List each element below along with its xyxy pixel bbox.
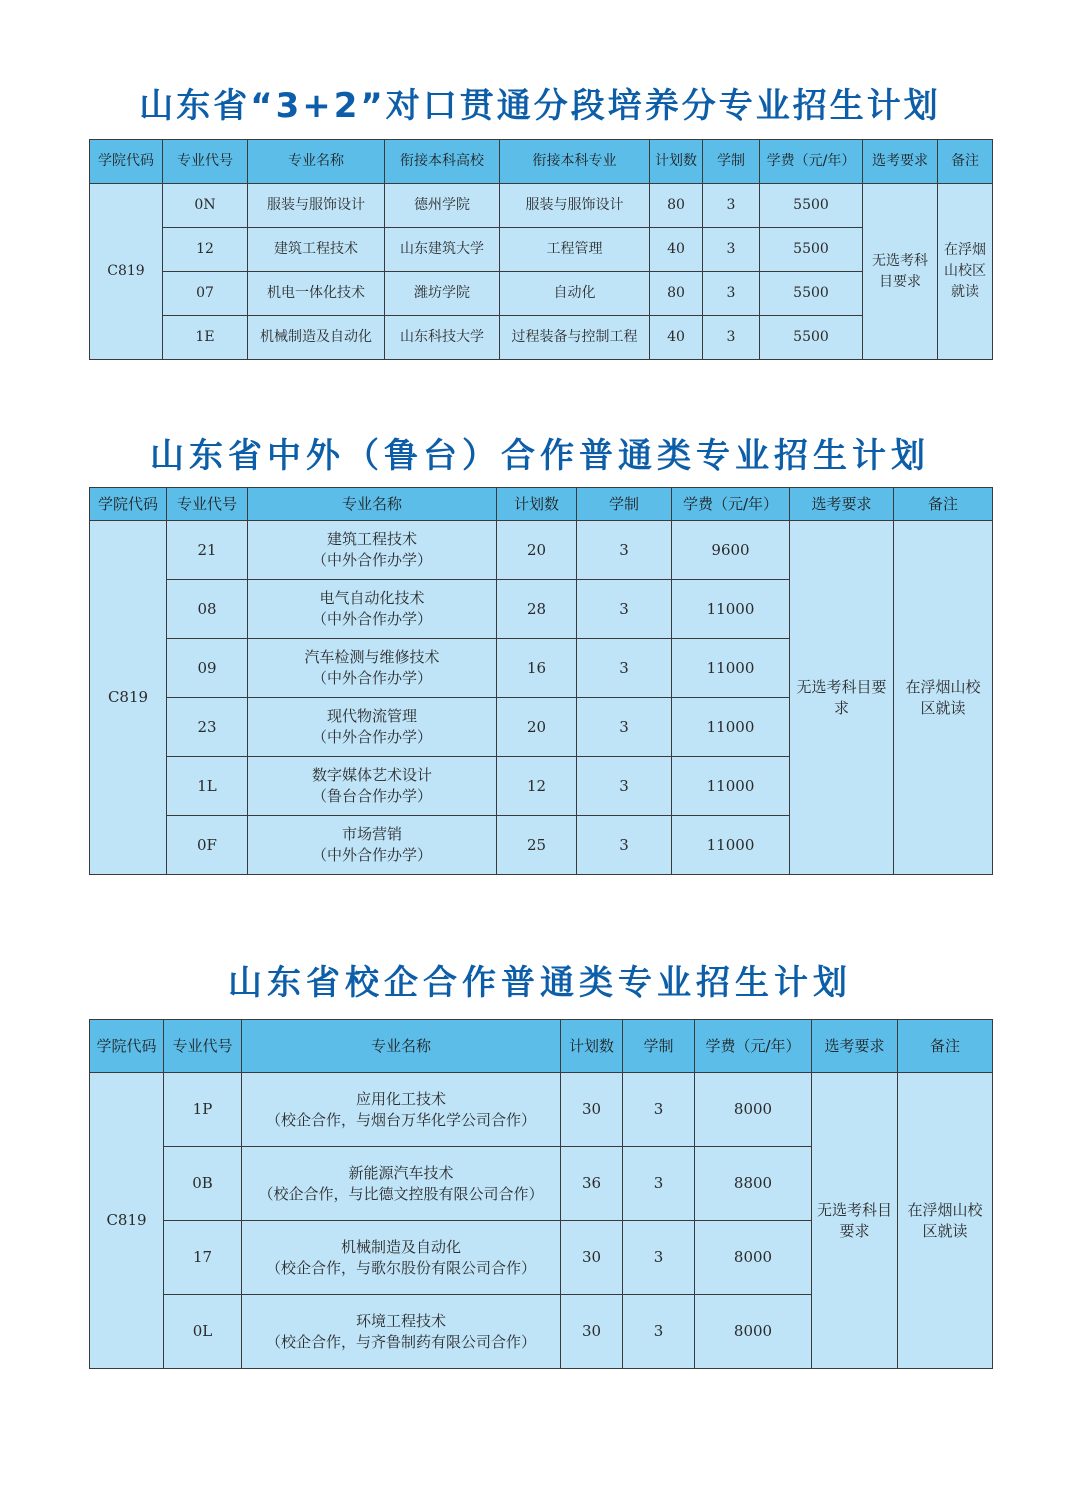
fee-cell: 11000 (672, 816, 790, 875)
header-cell: 专业代号 (164, 1020, 242, 1073)
table-header-row (90, 1020, 993, 1073)
major-subtitle: （校企合作，与齐鲁制药有限公司合作） (265, 1332, 536, 1351)
fee-cell: 8800 (695, 1147, 812, 1221)
header-cell: 学费（元/年） (672, 488, 790, 521)
major-code-cell: 0L (164, 1295, 242, 1369)
university-cell: 潍坊学院 (385, 272, 500, 316)
years-cell: 3 (623, 1295, 695, 1369)
header-cell: 学院代码 (90, 1020, 164, 1073)
college-code-cell: C819 (90, 184, 163, 360)
major-code-cell: 0F (167, 816, 248, 875)
fee-cell: 5500 (760, 184, 863, 228)
major-name: 汽车检测与维修技术 (304, 648, 440, 666)
header-cell: 学费（元/年） (695, 1020, 812, 1073)
section2-title: 山东省中外（鲁台）合作普通类专业招生计划 (150, 436, 930, 476)
note-text: 在浮烟山校区就读 (907, 1200, 983, 1240)
years-cell: 3 (577, 698, 672, 757)
major-name: 新能源汽车技术 (348, 1163, 454, 1182)
header-cell: 学制 (577, 488, 672, 521)
plan-count-cell: 20 (497, 698, 577, 757)
major-code-cell: 21 (167, 521, 248, 580)
section3-title: 山东省校企合作普通类专业招生计划 (228, 963, 852, 1003)
header-cell: 学院代码 (90, 140, 163, 184)
table-header-row (90, 488, 993, 521)
header-cell: 备注 (898, 1020, 993, 1073)
requirement-cell (863, 184, 938, 360)
major-subtitle: （中外合作办学） (311, 551, 432, 569)
major-name-cell (248, 757, 497, 816)
table-row (90, 228, 993, 272)
requirement-cell (812, 1073, 898, 1369)
header-cell: 专业名称 (248, 140, 385, 184)
years-cell: 3 (577, 757, 672, 816)
plan-count-cell: 80 (650, 272, 703, 316)
header-cell: 选考要求 (790, 488, 894, 521)
major-name-cell (242, 1073, 561, 1147)
major-name-cell: 机械制造及自动化 (248, 316, 385, 360)
years-cell: 3 (577, 580, 672, 639)
major-code-cell: 23 (167, 698, 248, 757)
header-cell: 专业代号 (167, 488, 248, 521)
years-cell: 3 (623, 1073, 695, 1147)
major-code-cell: 0B (164, 1147, 242, 1221)
header-cell: 专业代号 (163, 140, 248, 184)
university-major-cell: 过程装备与控制工程 (500, 316, 650, 360)
plan-count-cell: 16 (497, 639, 577, 698)
years-cell: 3 (703, 272, 760, 316)
fee-cell: 5500 (760, 272, 863, 316)
major-subtitle: （校企合作，与比德文控股有限公司合作） (258, 1184, 544, 1203)
years-cell: 3 (703, 184, 760, 228)
plan-count-cell: 30 (561, 1221, 623, 1295)
major-name: 机械制造及自动化 (340, 1237, 461, 1256)
header-cell: 计划数 (650, 140, 703, 184)
major-name-cell (248, 698, 497, 757)
fee-cell: 11000 (672, 698, 790, 757)
requirement-text: 无选考科目要求 (872, 252, 928, 290)
requirement-text: 无选考科目要求 (816, 1200, 892, 1240)
header-cell: 备注 (938, 140, 993, 184)
major-name-cell (248, 580, 497, 639)
major-subtitle: （校企合作，与歌尔股份有限公司合作） (265, 1258, 536, 1277)
major-subtitle: （鲁台合作办学） (311, 787, 432, 805)
major-code-cell: 1E (163, 316, 248, 360)
plan-count-cell: 36 (561, 1147, 623, 1221)
header-cell: 计划数 (497, 488, 577, 521)
note-cell (894, 521, 993, 875)
header-cell: 专业名称 (242, 1020, 561, 1073)
header-cell: 选考要求 (863, 140, 938, 184)
major-subtitle: （中外合作办学） (311, 610, 432, 628)
plan-count-cell: 28 (497, 580, 577, 639)
major-code-cell: 0N (163, 184, 248, 228)
major-name: 环境工程技术 (355, 1311, 446, 1330)
years-cell: 3 (623, 1147, 695, 1221)
university-cell: 山东建筑大学 (385, 228, 500, 272)
college-code-cell: C819 (90, 1073, 164, 1369)
major-name-cell: 机电一体化技术 (248, 272, 385, 316)
years-cell: 3 (577, 639, 672, 698)
major-name: 建筑工程技术 (326, 530, 417, 548)
major-name-cell (248, 816, 497, 875)
major-name-cell (242, 1295, 561, 1369)
major-subtitle: （中外合作办学） (311, 669, 432, 687)
years-cell: 3 (703, 316, 760, 360)
major-name: 数字媒体艺术设计 (311, 766, 432, 784)
major-code-cell: 1P (164, 1073, 242, 1147)
fee-cell: 9600 (672, 521, 790, 580)
header-cell: 学费（元/年） (760, 140, 863, 184)
header-cell: 专业名称 (248, 488, 497, 521)
plan-count-cell: 30 (561, 1073, 623, 1147)
section1-table (89, 139, 993, 360)
major-code-cell: 12 (163, 228, 248, 272)
university-major-cell: 服装与服饰设计 (500, 184, 650, 228)
major-subtitle: （中外合作办学） (311, 846, 432, 864)
fee-cell: 5500 (760, 316, 863, 360)
table-row (90, 1073, 993, 1147)
table-row (90, 521, 993, 580)
header-cell: 学院代码 (90, 488, 167, 521)
section1-title: 山东省“3+2”对口贯通分段培养分专业招生计划 (139, 86, 941, 126)
header-cell: 选考要求 (812, 1020, 898, 1073)
plan-count-cell: 30 (561, 1295, 623, 1369)
major-code-cell: 1L (167, 757, 248, 816)
university-major-cell: 工程管理 (500, 228, 650, 272)
note-text: 在浮烟山校区就读 (944, 242, 986, 300)
university-major-cell: 自动化 (500, 272, 650, 316)
requirement-cell (790, 521, 894, 875)
university-cell: 山东科技大学 (385, 316, 500, 360)
note-text: 在浮烟山校区就读 (905, 677, 981, 717)
table-row (90, 184, 993, 228)
section3-table (89, 1019, 993, 1369)
college-code-cell: C819 (90, 521, 167, 875)
section2-table (89, 487, 993, 875)
fee-cell: 8000 (695, 1295, 812, 1369)
major-name-cell: 服装与服饰设计 (248, 184, 385, 228)
major-name-cell (248, 521, 497, 580)
fee-cell: 8000 (695, 1221, 812, 1295)
plan-count-cell: 40 (650, 316, 703, 360)
major-code-cell: 07 (163, 272, 248, 316)
years-cell: 3 (623, 1221, 695, 1295)
university-cell: 德州学院 (385, 184, 500, 228)
major-name-cell (242, 1221, 561, 1295)
fee-cell: 8000 (695, 1073, 812, 1147)
requirement-text: 无选考科目要求 (796, 677, 887, 717)
header-cell: 学制 (623, 1020, 695, 1073)
header-cell: 备注 (894, 488, 993, 521)
major-name: 市场营销 (341, 825, 402, 843)
fee-cell: 11000 (672, 639, 790, 698)
major-code-cell: 17 (164, 1221, 242, 1295)
major-subtitle: （校企合作，与烟台万华化学公司合作） (265, 1110, 536, 1129)
header-cell: 学制 (703, 140, 760, 184)
plan-count-cell: 40 (650, 228, 703, 272)
plan-count-cell: 80 (650, 184, 703, 228)
note-cell (938, 184, 993, 360)
major-code-cell: 08 (167, 580, 248, 639)
major-name: 电气自动化技术 (319, 589, 425, 607)
header-cell: 衔接本科专业 (500, 140, 650, 184)
major-subtitle: （中外合作办学） (311, 728, 432, 746)
major-code-cell: 09 (167, 639, 248, 698)
major-name-cell (242, 1147, 561, 1221)
fee-cell: 11000 (672, 580, 790, 639)
note-cell (898, 1073, 993, 1369)
fee-cell: 5500 (760, 228, 863, 272)
major-name: 现代物流管理 (326, 707, 417, 725)
table-header-row (90, 140, 993, 184)
plan-count-cell: 12 (497, 757, 577, 816)
years-cell: 3 (577, 816, 672, 875)
table-row (90, 316, 993, 360)
years-cell: 3 (703, 228, 760, 272)
table-row (90, 272, 993, 316)
major-name: 应用化工技术 (355, 1089, 446, 1108)
major-name-cell (248, 639, 497, 698)
major-name-cell: 建筑工程技术 (248, 228, 385, 272)
plan-count-cell: 25 (497, 816, 577, 875)
header-cell: 衔接本科高校 (385, 140, 500, 184)
years-cell: 3 (577, 521, 672, 580)
plan-count-cell: 20 (497, 521, 577, 580)
fee-cell: 11000 (672, 757, 790, 816)
header-cell: 计划数 (561, 1020, 623, 1073)
